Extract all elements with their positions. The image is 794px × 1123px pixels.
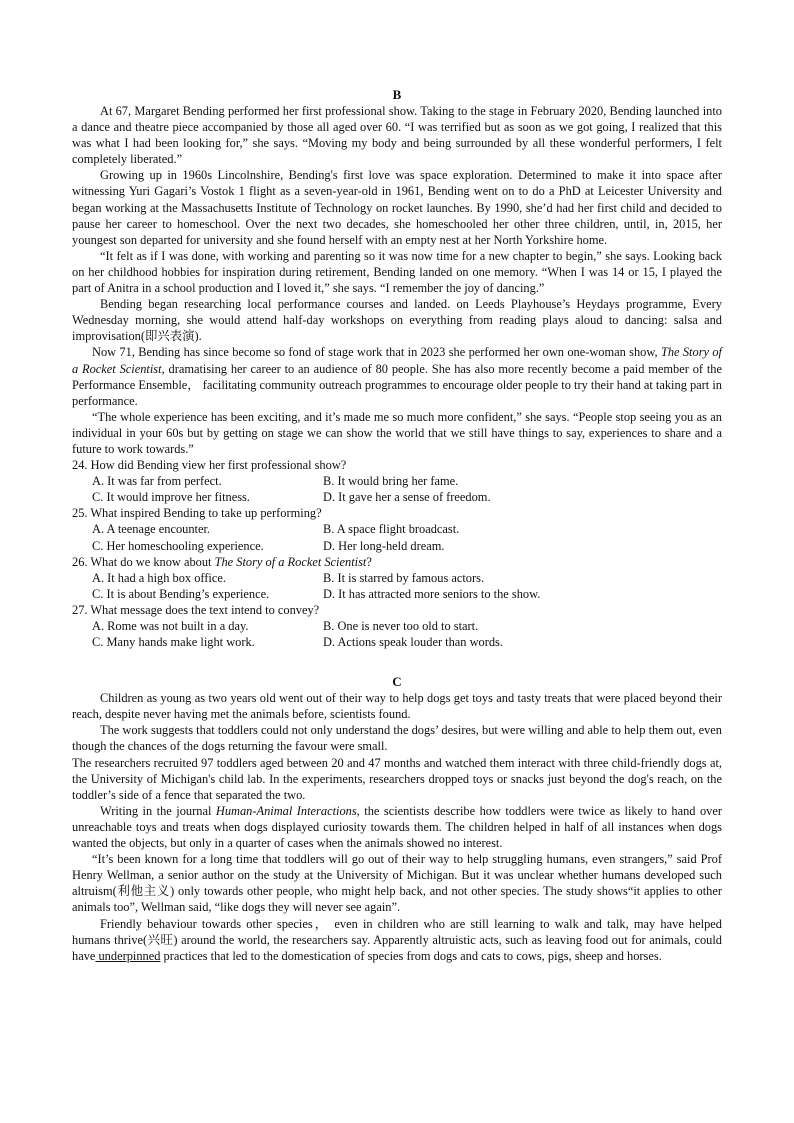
option-b: B. It is starred by famous actors.	[323, 570, 485, 585]
document-page	[72, 86, 722, 964]
option-d: D. It has attracted more seniors to the show.	[323, 586, 541, 601]
passage-c-paragraph-2: The work suggests that toddlers could not only understand the dogs’ desires, but were willing and able to help them out, even though the chances of the dogs returning the favour were small.	[72, 723, 722, 754]
question-stem: 26. What do we know about The Story of a Rocket Scientist?	[72, 554, 372, 569]
option-d: D. Her long-held dream.	[323, 538, 445, 553]
section-b-heading: B	[392, 87, 402, 102]
option-a: A. A teenage encounter.	[92, 522, 211, 537]
option-c: C. It would improve her fitness.	[92, 490, 250, 505]
option-d: D. It gave her a sense of freedom.	[323, 490, 491, 505]
option-c: C. It is about Bending’s experience.	[92, 586, 270, 601]
passage-c-paragraph-1: Children as young as two years old went out of their way to help dogs get toys and tasty treats that were placed beyond their reach, despite never having met the animals before, scientists found.	[72, 691, 722, 722]
passage-b-paragraph-2: Growing up in 1960s Lincolnshire, Bending's first love was space exploration. Determined to make it into space after witnessing Yuri Gagari’s Vostok 1 flight as a seven-year-old in 1961, Bending went on to do a PhD at Leicester University and began working at the Massachusetts Institute of Technology on rocket launches. By 1990, she’d had her first child and decided to pause her career to homeschool. Over the next two decades, she homeschooled her other three children, until, in, 2015, her youngest son departed for university and she found herself with an empty nest at her North Yorkshire home.	[72, 168, 722, 247]
passage-c-paragraph-6: Friendly behaviour towards other species， even in children who are still learning to walk and talk, may have helped humans thrive(兴旺) around the world, the researchers say. Apparently altruistic acts, such as leaving food out for animals, could have underpinned practices that led to the domestication of species from dogs and cats to cows, pigs, sheep and horses.	[72, 916, 722, 963]
question-24	[72, 457, 722, 505]
section-c-heading: C	[392, 674, 402, 690]
option-a: A. Rome was not built in a day.	[92, 619, 249, 633]
passage-c-paragraph-3: The researchers recruited 97 toddlers aged between 20 and 47 months and watched them interact with three child-friendly dogs at, the University of Michigan's child lab. In the experiments, researchers dropped toys or snacks just beyond the dog's reach, on the toddler’s side of a fence that separated the two.	[72, 755, 722, 802]
passage-b-paragraph-4: Bending began researching local performance courses and landed. on Leeds Playhouse’s Heydays programme, Every Wednesday morning, she would attend half-day workshops on everything from reading plays aloud to dancing: salsa and improvisation(即兴表演).	[72, 297, 722, 344]
option-a: A. It had a high box office.	[92, 570, 226, 585]
option-b: B. One is never too old to start.	[323, 619, 479, 633]
passage-c-paragraph-4: Writing in the journal Human-Animal Interactions, the scientists describe how toddlers were twice as likely to hand over unreachable toys and treats when dogs displayed curiosity towards them. The children helped in half of all instances when dogs wanted the objects, but only in a quarter of cases when the animals showed no interest.	[72, 803, 722, 851]
underlined-word: underpinned	[95, 948, 161, 963]
play-title: The Story of a Rocket Scientist	[72, 345, 722, 376]
question-stem: 25. What inspired Bending to take up performing?	[72, 506, 322, 521]
question-stem: 27. What message does the text intend to convey?	[72, 602, 320, 617]
question-27	[72, 602, 722, 650]
question-stem: 24. How did Bending view her first professional show?	[72, 458, 347, 473]
passage-b-paragraph-3: “It felt as if I was done, with working and parenting so it was now time for a new chapter to begin,” she says. Looking back on her childhood hobbies for inspiration during retirement, Bending landed on one memory. “When I was 14 or 15, I played the part of Anitra in a school production and I loved it,” she says. “I remember the joy of dancing.”	[72, 248, 722, 296]
option-c: C. Many hands make light work.	[92, 635, 255, 650]
passage-b-paragraph-1: At 67, Margaret Bending performed her first professional show. Taking to the stage in February 2020, Bending launched into a dance and theatre piece accompanied by those all aged over 60. “I was terrified but as soon as we got going, I realized that this was what I had been looking for,” she says. “Moving my body and being surrounded by all these wonderful performers, I felt completely liberated.”	[72, 104, 722, 167]
option-d: D. Actions speak louder than words.	[323, 635, 503, 650]
journal-title: Human-Animal Interactions	[215, 803, 357, 818]
passage-b-paragraph-5: Now 71, Bending has since become so fond of stage work that in 2023 she performed her own one-woman show, The Story of a Rocket Scientist, dramatising her career to an audience of 80 people. She has also more recently become a paid member of the Performance Ensemble， facilitating community outreach programmes to encourage older people to try their hand at taking part in performance.	[72, 345, 723, 408]
passage-c-paragraph-5: “It’s been known for a long time that toddlers will go out of their way to help struggling humans, even strangers,” said Prof Henry Wellman, a senior author on the study at the University of Michigan. But it was unclear whether humans developed such altruism(利他主义) only towards other people, who might help back, and not other species. The study shows“it applies to other animals too”, Wellman said, “like dogs they will never see again”.	[72, 852, 722, 915]
option-b: B. A space flight broadcast.	[323, 522, 460, 537]
question-25	[72, 505, 722, 553]
option-a: A. It was far from perfect.	[92, 474, 222, 489]
passage-b-paragraph-6: “The whole experience has been exciting, and it’s made me so much more confident,” she says. “People stop seeing you as an individual in your 60s but by getting on stage we can show the world that we still have things to say, experiences to share and a future to work towards.”	[72, 409, 722, 456]
question-26	[72, 554, 722, 602]
option-c: C. Her homeschooling experience.	[92, 538, 264, 553]
option-b: B. It would bring her fame.	[323, 474, 459, 489]
